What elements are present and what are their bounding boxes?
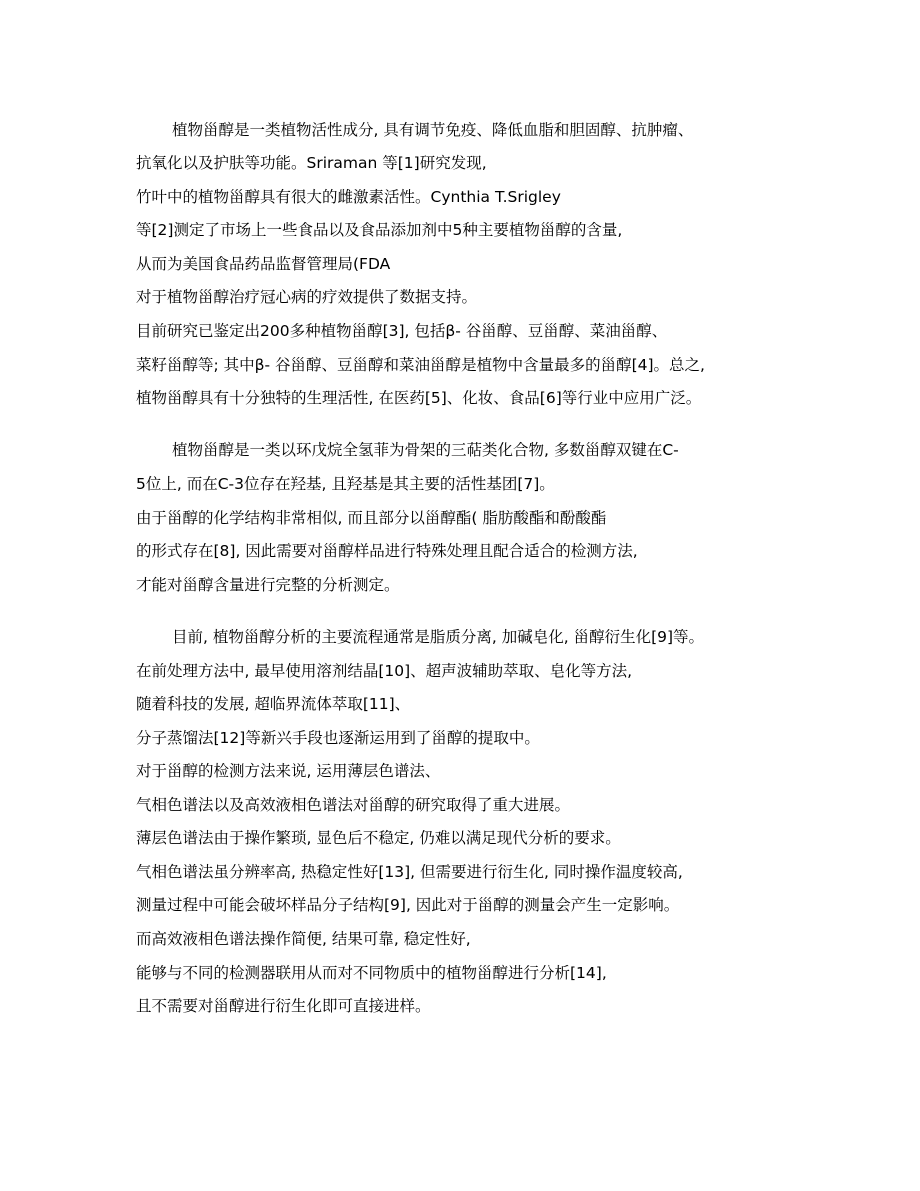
paragraph-1-line-6: 对于植物甾醇治疗冠心病的疗效提供了数据支持。 [136,288,478,306]
paragraph-3-line-6: 气相色谱法以及高效液相色谱法对甾醇的研究取得了重大进展。 [136,796,571,814]
paragraph-3-line-5: 对于甾醇的检测方法来说, 运用薄层色谱法、 [136,762,441,780]
paragraph-3-line-4: 分子蒸馏法[12]等新兴手段也逐渐运用到了甾醇的提取中。 [136,729,540,747]
paragraph-3-line-10: 而高效液相色谱法操作简便, 结果可靠, 稳定性好, [136,930,471,948]
paragraph-1-line-2: 抗氧化以及护肤等功能。Sriraman 等[1]研究发现, [136,154,487,172]
paragraph-3-line-7: 薄层色谱法由于操作繁琐, 显色后不稳定, 仍难以满足现代分析的要求。 [136,829,621,847]
paragraph-1-line-9: 植物甾醇具有十分独特的生理活性, 在医药[5]、化妆、食品[6]等行业中应用广泛。 [136,389,702,407]
paragraph-1-line-4: 等[2]测定了市场上一些食品以及食品添加剂中5种主要植物甾醇的含量, [136,221,623,239]
paragraph-1-line-1: 植物甾醇是一类植物活性成分, 具有调节免疫、降低血脂和胆固醇、抗肿瘤、 [172,121,694,139]
paragraph-2-line-1: 植物甾醇是一类以环戊烷全氢菲为骨架的三萜类化合物, 多数甾醇双键在C- [172,441,679,459]
paragraph-3-line-12: 且不需要对甾醇进行衍生化即可直接进样。 [136,997,431,1015]
paragraph-3-line-2: 在前处理方法中, 最早使用溶剂结晶[10]、超声波辅助萃取、皂化等方法, [136,662,633,680]
paragraph-1-line-5: 从而为美国食品药品监督管理局(FDA [136,255,391,273]
paragraph-3-line-9: 测量过程中可能会破坏样品分子结构[9], 因此对于甾醇的测量会产生一定影响。 [136,896,680,914]
paragraph-2-line-2: 5位上, 而在C-3位存在羟基, 且羟基是其主要的活性基团[7]。 [136,475,555,493]
paragraph-2-line-5: 才能对甾醇含量进行完整的分析测定。 [136,576,400,594]
paragraph-3-line-8: 气相色谱法虽分辨率高, 热稳定性好[13], 但需要进行衍生化, 同时操作温度较高, [136,863,683,881]
paragraph-1-line-7: 目前研究已鉴定出200多种植物甾醇[3], 包括β- 谷甾醇、豆甾醇、菜油甾醇、 [136,322,668,340]
paragraph-2-line-4: 的形式存在[8], 因此需要对甾醇样品进行特殊处理且配合适合的检测方法, [136,542,638,560]
paragraph-3-line-11: 能够与不同的检测器联用从而对不同物质中的植物甾醇进行分析[14], [136,964,607,982]
paragraph-1-line-8: 菜籽甾醇等; 其中β- 谷甾醇、豆甾醇和菜油甾醇是植物中含量最多的甾醇[4]。总之, [136,356,705,374]
paragraph-3-line-1: 目前, 植物甾醇分析的主要流程通常是脂质分离, 加碱皂化, 甾醇衍生化[9]等。 [172,628,705,646]
paragraph-2-line-3: 由于甾醇的化学结构非常相似, 而且部分以甾醇酯( 脂肪酸酯和酚酸酯 [136,509,607,527]
paragraph-3-line-3: 随着科技的发展, 超临界流体萃取[11]、 [136,695,411,713]
paragraph-1-line-3: 竹叶中的植物甾醇具有很大的雌激素活性。Cynthia T.Srigley [136,188,561,206]
